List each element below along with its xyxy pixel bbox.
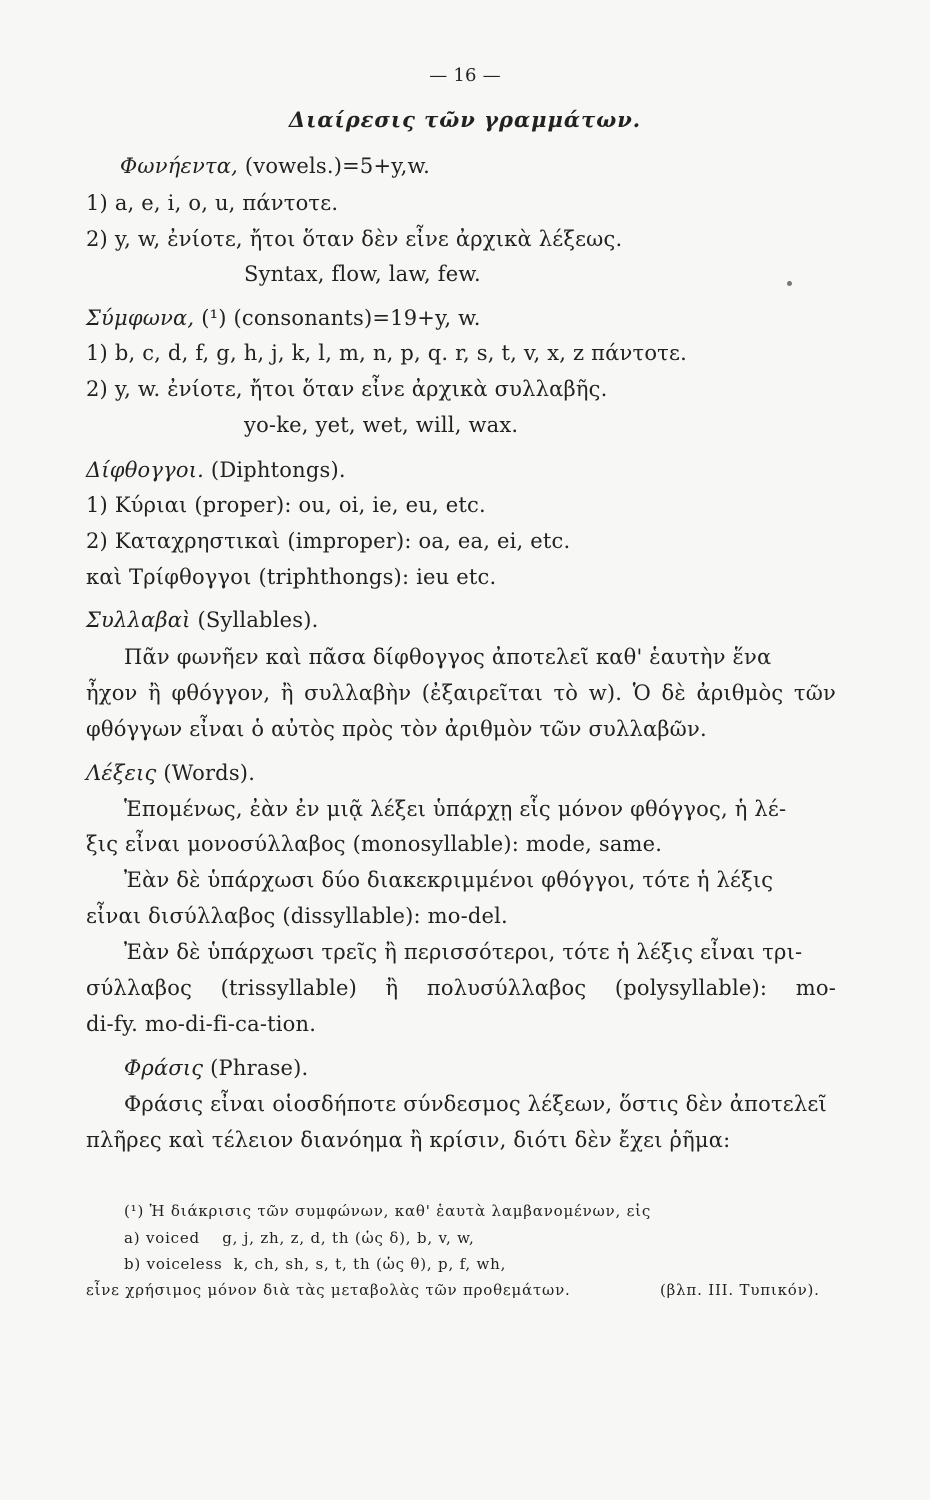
footnote-line-4-right: (βλπ. III. Τυπικόν). xyxy=(660,1281,820,1299)
vowels-heading xyxy=(120,152,430,180)
vowels-examples: Syntax, flow, law, few. xyxy=(244,262,481,286)
words-line-3: Ἐὰν δὲ ὑπάρχωσι δύο διακεκριμμένοι φθόγγοι, τότε ἡ λέξις xyxy=(124,868,774,892)
diphthongs-item-1: 1) Κύριαι (proper): ou, oi, ie, eu, etc. xyxy=(86,493,486,517)
diphthongs-heading-rest: (Diphtongs). xyxy=(204,458,346,482)
phrase-line-2: πλῆρες καὶ τέλειον διανόημα ἢ κρίσιν, διότι δὲν ἔχει ῥῆμα: xyxy=(86,1128,731,1152)
diphthongs-heading-greek: Δίφθογγοι. xyxy=(86,458,205,482)
words-line-1: Ἑπομένως, ἐὰν ἐν μιᾷ λέξει ὑπάρχῃ εἷς μόνον φθόγγος, ἡ λέ- xyxy=(124,797,787,821)
diphthongs-heading xyxy=(86,456,346,484)
page-number: — 16 — xyxy=(429,65,501,86)
syllables-line-2: ἦχον ἢ φθόγγον, ἢ συλλαβὴν (ἐξαιρεῖται τὸ w). Ὁ δὲ ἀριθμὸς τῶν xyxy=(86,681,836,705)
words-heading-rest: (Words). xyxy=(156,761,256,785)
vowels-item-2: 2) y, w, ἐνίοτε, ἤτοι ὅταν δὲν εἶνε ἀρχικὰ λέξεως. xyxy=(86,227,623,251)
words-heading xyxy=(86,759,255,787)
footnote-line-4-left: εἶνε χρήσιμος μόνον διὰ τὰς μεταβολὰς τῶν προθεμάτων. xyxy=(86,1281,571,1299)
phrase-heading-greek: Φράσις xyxy=(124,1056,204,1080)
syllables-line-1: Πᾶν φωνῆεν καὶ πᾶσα δίφθογγος ἀποτελεῖ καθ' ἑαυτὴν ἕνα xyxy=(124,645,772,669)
syllables-heading-greek: Συλλαβαὶ xyxy=(86,608,191,632)
consonants-heading-rest: (¹) (consonants)=19+y, w. xyxy=(194,306,481,330)
words-line-6: σύλλαβος (trissyllable) ἢ πολυσύλλαβος (polysyllable): mo- xyxy=(86,976,836,1000)
footnote-line-1: (¹) Ἡ διάκρισις τῶν συμφώνων, καθ' ἑαυτὰ λαμβανομένων, εἰς xyxy=(124,1202,652,1220)
phrase-heading xyxy=(124,1054,308,1082)
vowels-heading-greek: Φωνήεντα, xyxy=(120,154,238,178)
consonants-examples: yo-ke, yet, wet, will, wax. xyxy=(244,413,519,437)
phrase-heading-rest: (Phrase). xyxy=(203,1056,309,1080)
phrase-line-1: Φράσις εἶναι οἱοσδήποτε σύνδεσμος λέξεων, ὅστις δὲν ἀποτελεῖ xyxy=(124,1092,827,1116)
syllables-heading-rest: (Syllables). xyxy=(190,608,319,632)
words-heading-greek: Λέξεις xyxy=(86,761,157,785)
words-line-2: ξις εἶναι μονοσύλλαβος (monosyllable): mode, same. xyxy=(86,832,663,856)
consonants-heading-greek: Σύμφωνα, xyxy=(86,306,195,330)
consonants-item-2: 2) y, w. ἐνίοτε, ἤτοι ὅταν εἶνε ἀρχικὰ συλλαβῆς. xyxy=(86,377,608,401)
consonants-heading xyxy=(86,304,481,332)
vowels-heading-rest: (vowels.)=5+y,w. xyxy=(238,154,431,178)
ink-speck xyxy=(787,281,792,286)
diphthongs-item-2: 2) Καταχρηστικαὶ (improper): oa, ea, ei, etc. xyxy=(86,529,571,553)
diphthongs-item-3: καὶ Τρίφθογγοι (triphthongs): ieu etc. xyxy=(86,565,497,589)
vowels-item-1: 1) a, e, i, o, u, πάντοτε. xyxy=(86,191,339,215)
footnote-line-3: b) voiceless k, ch, sh, s, t, th (ὡς θ), p, f, wh, xyxy=(124,1255,507,1273)
words-line-5: Ἐὰν δὲ ὑπάρχωσι τρεῖς ἢ περισσότεροι, τότε ἡ λέξις εἶναι τρι- xyxy=(124,940,803,964)
words-line-4: εἶναι δισύλλαβος (dissyllable): mo-del. xyxy=(86,904,508,928)
syllables-line-3: φθόγγων εἶναι ὁ αὐτὸς πρὸς τὸν ἀριθμὸν τῶν συλλαβῶν. xyxy=(86,717,707,741)
consonants-item-1: 1) b, c, d, f, g, h, j, k, l, m, n, p, q. r, s, t, v, x, z πάντοτε. xyxy=(86,341,687,365)
footnote-line-2: a) voiced g, j, zh, z, d, th (ὡς δ), b, v, w, xyxy=(124,1229,475,1247)
words-line-7: di-fy. mo-di-fi-ca-tion. xyxy=(86,1012,317,1036)
page-title: Διαίρεσις τῶν γραμμάτων. xyxy=(288,107,642,132)
syllables-heading xyxy=(86,606,318,634)
